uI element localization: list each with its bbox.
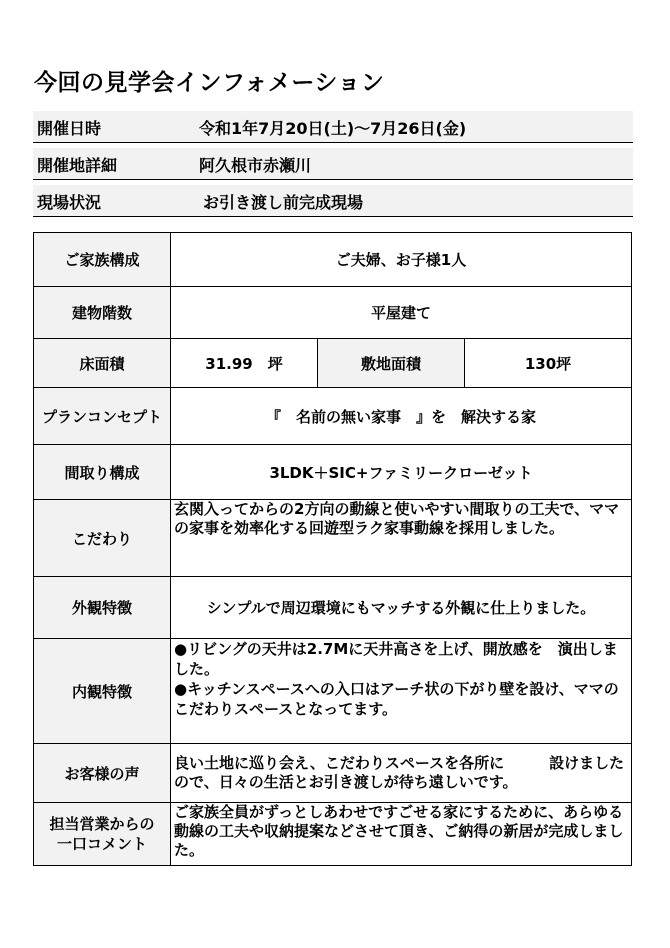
info-row-place [33,148,633,180]
info-row-status [33,185,633,217]
table-row-family [34,233,632,287]
table-row-area [34,339,632,388]
table-row-layout [34,445,632,500]
concept-label: プランコンセプト [34,388,171,445]
page-title: 今回の見学会インフォメーション [34,70,385,96]
exterior-label: 外観特徴 [34,577,171,639]
comment-label [34,803,171,866]
interior-value [171,639,632,744]
kodawari-label: こだわり [34,500,171,577]
site-area-value: 130坪 [465,339,632,388]
table-row-kodawari [34,500,632,577]
table-row-floors [34,287,632,339]
interior-value-2: ●キッチンスペースへの入口はアーチ状の下がり壁を設け、ママのこだわりスペースとなってます。 [174,680,619,718]
voice-label: お客様の声 [34,744,171,803]
date-label: 開催日時 [37,119,102,138]
layout-label: 間取り構成 [34,445,171,500]
floor-area-value: 31.99 坪 [171,339,318,388]
table-row-concept [34,388,632,445]
table-row-voice [34,744,632,803]
interior-label: 内観特徴 [34,639,171,744]
place-label: 開催地詳細 [37,156,118,175]
status-value: お引き渡し前完成現場 [203,193,364,212]
exterior-value: シンプルで周辺環境にもマッチする外観に仕上りました。 [171,577,632,639]
floors-label: 建物階数 [34,287,171,339]
place-value: 阿久根市赤瀬川 [199,156,312,175]
details-table [33,232,632,866]
status-label: 現場状況 [37,193,102,212]
comment-label-1: 担当営業からの [49,815,155,833]
info-row-date [33,111,633,143]
interior-value-1: ●リビングの天井は2.7Mに天井高さを上げ、開放感を 演出しました。 [174,640,618,678]
comment-value: ご家族全員がずっとしあわせですごせる家にするために、あらゆる動線の工夫や収納提案などさせて頂き、ご納得の新居が完成しました。 [171,803,632,866]
date-value: 令和1年7月20日(土)～7月26日(金) [199,119,467,138]
voice-value: 良い土地に巡り会え、こだわりスペースを各所に 設けましたので、日々の生活とお引き渡しが待ち遠しいです。 [171,744,632,803]
layout-value: 3LDK＋SIC+ファミリークローゼット [171,445,632,500]
kodawari-value: 玄関入ってからの2方向の動線と使いやすい間取りの工夫で、ママの家事を効率化する回遊型ラク家事動線を採用しました。 [171,500,632,577]
comment-label-2: 一口コメント [56,835,147,853]
family-value: ご夫婦、お子様1人 [171,233,632,287]
table-row-exterior [34,577,632,639]
floors-value: 平屋建て [171,287,632,339]
floor-area-label: 床面積 [34,339,171,388]
family-label: ご家族構成 [34,233,171,287]
table-row-comment [34,803,632,866]
site-area-label: 敷地面積 [318,339,465,388]
concept-value: 『 名前の無い家事 』を 解決する家 [171,388,632,445]
table-row-interior [34,639,632,744]
